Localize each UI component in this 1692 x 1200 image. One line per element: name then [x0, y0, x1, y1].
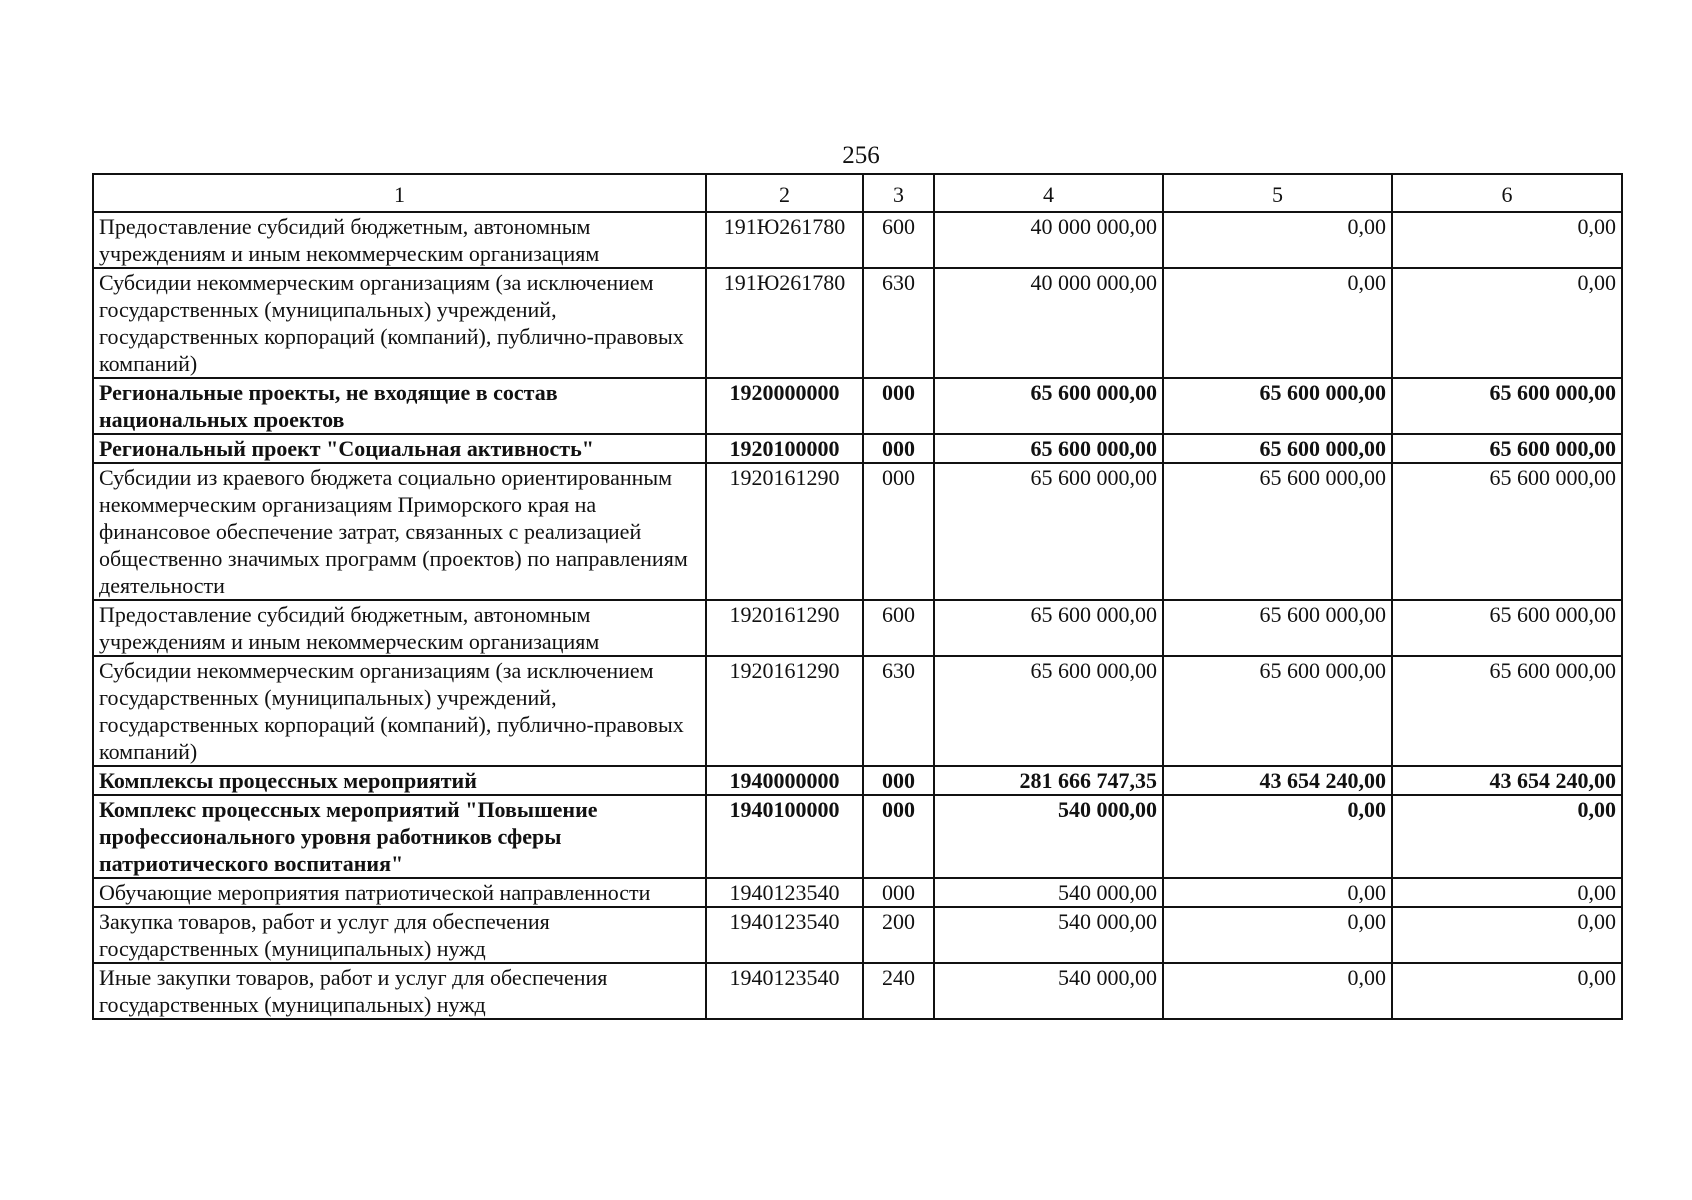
row-value-6: 0,00: [1392, 795, 1622, 878]
page-number: 256: [842, 142, 880, 169]
column-header-1: 1: [93, 174, 706, 212]
row-value-6: 0,00: [1392, 212, 1622, 268]
row-type: 600: [863, 600, 934, 656]
row-value-5: 65 600 000,00: [1163, 600, 1392, 656]
row-code: 1940123540: [706, 878, 863, 907]
table-row: [93, 878, 1622, 907]
row-value-4: 65 600 000,00: [934, 463, 1163, 600]
row-type: 000: [863, 434, 934, 463]
table-row: [93, 268, 1622, 378]
row-code: 1940123540: [706, 907, 863, 963]
row-value-5: 43 654 240,00: [1163, 766, 1392, 795]
row-value-4: 540 000,00: [934, 907, 1163, 963]
column-header-5: 5: [1163, 174, 1392, 212]
table-row: [93, 600, 1622, 656]
row-value-4: 540 000,00: [934, 795, 1163, 878]
row-type: 000: [863, 463, 934, 600]
row-value-4: 281 666 747,35: [934, 766, 1163, 795]
row-code: 1920161290: [706, 600, 863, 656]
row-name: Региональный проект "Социальная активность": [93, 434, 706, 463]
row-value-4: 65 600 000,00: [934, 600, 1163, 656]
row-value-5: 65 600 000,00: [1163, 434, 1392, 463]
row-value-4: 65 600 000,00: [934, 378, 1163, 434]
table-row: [93, 907, 1622, 963]
table-header-row: [93, 174, 1622, 212]
row-value-4: 65 600 000,00: [934, 434, 1163, 463]
table-row: [93, 766, 1622, 795]
row-value-5: 65 600 000,00: [1163, 656, 1392, 766]
row-code: 1920161290: [706, 656, 863, 766]
row-value-4: 40 000 000,00: [934, 212, 1163, 268]
table-body: [93, 212, 1622, 1019]
row-value-4: 65 600 000,00: [934, 656, 1163, 766]
row-type: 600: [863, 212, 934, 268]
row-code: 1940000000: [706, 766, 863, 795]
row-code: 1920000000: [706, 378, 863, 434]
row-value-5: 65 600 000,00: [1163, 378, 1392, 434]
row-value-6: 43 654 240,00: [1392, 766, 1622, 795]
row-code: 1940123540: [706, 963, 863, 1019]
row-value-5: 0,00: [1163, 963, 1392, 1019]
column-header-3: 3: [863, 174, 934, 212]
table-row: [93, 434, 1622, 463]
row-value-5: 0,00: [1163, 878, 1392, 907]
row-name: Предоставление субсидий бюджетным, автономным учреждениям и иным некоммерческим организациям: [93, 212, 706, 268]
row-name: Субсидии некоммерческим организациям (за исключением государственных (муниципальных) учреждений, государственных корпораций (компаний), публично-правовых компаний): [93, 268, 706, 378]
table-row: [93, 795, 1622, 878]
row-value-5: 0,00: [1163, 907, 1392, 963]
row-type: 000: [863, 878, 934, 907]
row-value-6: 0,00: [1392, 878, 1622, 907]
row-code: 191Ю261780: [706, 212, 863, 268]
row-type: 000: [863, 766, 934, 795]
row-value-4: 540 000,00: [934, 963, 1163, 1019]
row-value-6: 0,00: [1392, 268, 1622, 378]
row-name: Субсидии из краевого бюджета социально ориентированным некоммерческим организациям Приморского края на финансовое обеспечение затрат, связанных с реализацией общественно значимых программ (проектов) по направлениям деятельности: [93, 463, 706, 600]
row-value-6: 65 600 000,00: [1392, 378, 1622, 434]
row-name: Обучающие мероприятия патриотической направленности: [93, 878, 706, 907]
row-value-6: 65 600 000,00: [1392, 463, 1622, 600]
row-code: 1940100000: [706, 795, 863, 878]
column-header-4: 4: [934, 174, 1163, 212]
row-value-5: 65 600 000,00: [1163, 463, 1392, 600]
column-header-6: 6: [1392, 174, 1622, 212]
row-value-6: 0,00: [1392, 963, 1622, 1019]
row-value-6: 65 600 000,00: [1392, 600, 1622, 656]
row-value-5: 0,00: [1163, 212, 1392, 268]
row-name: Предоставление субсидий бюджетным, автономным учреждениям и иным некоммерческим организациям: [93, 600, 706, 656]
row-type: 000: [863, 378, 934, 434]
row-name: Региональные проекты, не входящие в состав национальных проектов: [93, 378, 706, 434]
budget-table: [92, 173, 1623, 1020]
row-type: 630: [863, 656, 934, 766]
row-code: 1920100000: [706, 434, 863, 463]
row-type: 200: [863, 907, 934, 963]
row-name: Закупка товаров, работ и услуг для обеспечения государственных (муниципальных) нужд: [93, 907, 706, 963]
table-row: [93, 378, 1622, 434]
row-name: Иные закупки товаров, работ и услуг для обеспечения государственных (муниципальных) нужд: [93, 963, 706, 1019]
row-value-4: 540 000,00: [934, 878, 1163, 907]
row-value-5: 0,00: [1163, 268, 1392, 378]
row-code: 191Ю261780: [706, 268, 863, 378]
table-row: [93, 212, 1622, 268]
row-value-5: 0,00: [1163, 795, 1392, 878]
table-row: [93, 656, 1622, 766]
row-code: 1920161290: [706, 463, 863, 600]
row-value-6: 65 600 000,00: [1392, 656, 1622, 766]
row-value-6: 65 600 000,00: [1392, 434, 1622, 463]
row-name: Субсидии некоммерческим организациям (за исключением государственных (муниципальных) учреждений, государственных корпораций (компаний), публично-правовых компаний): [93, 656, 706, 766]
table-row: [93, 463, 1622, 600]
row-value-4: 40 000 000,00: [934, 268, 1163, 378]
table-row: [93, 963, 1622, 1019]
row-type: 630: [863, 268, 934, 378]
row-name: Комплекс процессных мероприятий "Повышение профессионального уровня работников сферы патриотического воспитания": [93, 795, 706, 878]
row-name: Комплексы процессных мероприятий: [93, 766, 706, 795]
row-type: 000: [863, 795, 934, 878]
row-type: 240: [863, 963, 934, 1019]
column-header-2: 2: [706, 174, 863, 212]
row-value-6: 0,00: [1392, 907, 1622, 963]
